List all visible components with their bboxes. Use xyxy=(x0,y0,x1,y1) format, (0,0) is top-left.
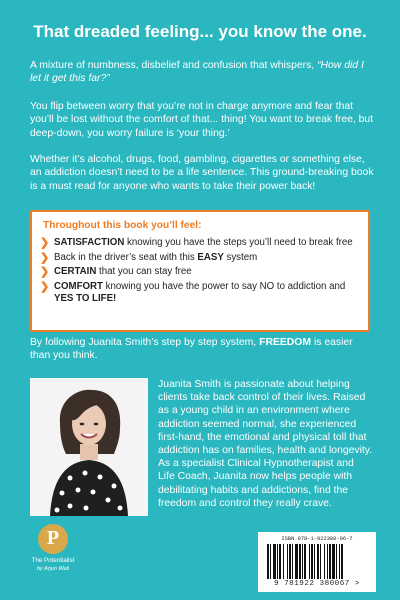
feel-item xyxy=(40,252,358,265)
barcode-icon xyxy=(266,544,368,579)
publisher-badge xyxy=(38,524,68,554)
chevron-icon: ❯ xyxy=(40,237,50,249)
author-bio: Juanita Smith is passionate about helping clients take back control of their lives. Raised as a young child in an environment where addiction seemed normal, she experienced first-hand, the emotional and physical toll that addiction has on families, health and longevity. As a specialist Clinical Hypnotherapist and Life Coach, Juanita now helps people with debilitating habits and addictions, find the freedom and control they really crave. xyxy=(158,379,373,509)
isbn-text: ISBN 978-1-922380-06-7 xyxy=(281,536,353,542)
publisher-glyph: P xyxy=(46,527,60,549)
author-portrait-icon xyxy=(30,378,148,516)
feel-item-strong: COMFORT xyxy=(54,280,103,292)
publisher-name: The Potentialist xyxy=(31,557,75,564)
feel-box-title: Throughout this book you’ll feel: xyxy=(43,220,202,231)
feel-item xyxy=(40,281,358,306)
intro-paragraph xyxy=(30,59,375,86)
feel-list xyxy=(40,237,358,308)
addiction-paragraph: Whether it’s alcohol, drugs, food, gambling, cigarettes or something else, an addiction doesn’t need to be a life sentence. This ground-breaking book is a must read for anyone who wants to take their power back! xyxy=(30,154,374,192)
feel-item-text: that you can stay free xyxy=(96,266,192,278)
feel-box xyxy=(30,210,370,332)
worry-paragraph: You flip between worry that you’re not in charge anymore and fear that you’ll be lost without the comfort of that... thing! You want to break free, but deep-down, you worry failure is ‘your thing.’ xyxy=(30,101,374,139)
freedom-text: By following Juanita Smith’s step by step system, xyxy=(30,337,260,348)
feel-item xyxy=(40,237,358,250)
intro-quote: “How did I let it get this far?” xyxy=(30,60,364,85)
feel-item-text: system xyxy=(223,251,258,263)
intro-text: A mixture of numbness, disbelief and confusion that whispers, xyxy=(30,60,318,71)
chevron-icon: ❯ xyxy=(40,266,50,279)
feel-item-strong: CERTAIN xyxy=(54,266,97,278)
freedom-paragraph xyxy=(30,336,375,363)
publisher-sub: by Arjun Wali xyxy=(36,566,70,572)
feel-item-text: knowing you have the power to say NO to addiction and xyxy=(102,280,346,292)
freedom-strong: FREEDOM xyxy=(259,337,312,348)
feel-item-text: Back in the driver’s seat with this xyxy=(54,251,198,263)
publisher-logo xyxy=(18,524,88,596)
barcode-box xyxy=(258,532,376,592)
feel-item-text: knowing you have the steps you’ll need to break free xyxy=(124,237,353,248)
freedom-text: is easier than you think. xyxy=(30,337,353,362)
feel-item-strong: YES TO LIFE! xyxy=(54,293,117,305)
author-photo xyxy=(30,378,148,516)
headline: That dreaded feeling... you know the one. xyxy=(33,22,367,41)
chevron-icon: ❯ xyxy=(40,280,50,293)
barcode-digits: 9 781922 380067 > xyxy=(274,580,360,588)
feel-item xyxy=(40,266,358,279)
feel-item-strong: EASY xyxy=(197,251,224,263)
chevron-icon: ❯ xyxy=(40,251,50,264)
feel-item-strong: SATISFACTION xyxy=(54,237,125,248)
